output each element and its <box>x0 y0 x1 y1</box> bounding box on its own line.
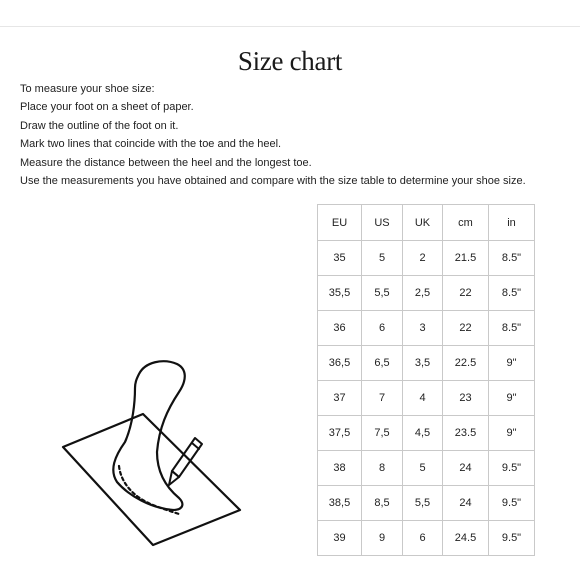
cell-us: 6,5 <box>362 346 403 381</box>
instructions <box>20 80 570 190</box>
cell-in: 8.5" <box>489 311 535 346</box>
cell-in: 9" <box>489 381 535 416</box>
cell-eu: 38,5 <box>318 486 362 521</box>
table-row <box>318 486 535 521</box>
instruction-line: Place your foot on a sheet of paper. <box>20 101 194 114</box>
table-row <box>318 311 535 346</box>
cell-us: 8 <box>362 451 403 486</box>
cell-us: 5 <box>362 241 403 276</box>
cell-us: 7 <box>362 381 403 416</box>
cell-in: 9" <box>489 346 535 381</box>
table-row <box>318 241 535 276</box>
cell-eu: 36,5 <box>318 346 362 381</box>
cell-in: 8.5" <box>489 276 535 311</box>
cell-eu: 36 <box>318 311 362 346</box>
cell-us: 6 <box>362 311 403 346</box>
header-us: US <box>362 205 403 241</box>
cell-uk: 5,5 <box>403 486 443 521</box>
cell-uk: 2 <box>403 241 443 276</box>
cell-us: 9 <box>362 521 403 556</box>
cell-us: 5,5 <box>362 276 403 311</box>
cell-uk: 4,5 <box>403 416 443 451</box>
cell-eu: 37,5 <box>318 416 362 451</box>
cell-eu: 35,5 <box>318 276 362 311</box>
cell-in: 9.5" <box>489 521 535 556</box>
table-row <box>318 346 535 381</box>
table-row <box>318 276 535 311</box>
instruction-line: Draw the outline of the foot on it. <box>20 119 179 132</box>
cell-uk: 4 <box>403 381 443 416</box>
leg-outline <box>113 361 184 510</box>
instruction-line: To measure your shoe size: <box>20 83 155 95</box>
cell-cm: 23.5 <box>443 416 489 451</box>
header-eu: EU <box>318 205 362 241</box>
cell-cm: 22.5 <box>443 346 489 381</box>
cell-cm: 22 <box>443 276 489 311</box>
header-cm: cm <box>443 205 489 241</box>
cell-in: 9.5" <box>489 486 535 521</box>
table-row <box>318 416 535 451</box>
cell-eu: 37 <box>318 381 362 416</box>
table-row <box>318 521 535 556</box>
cell-in: 9" <box>489 416 535 451</box>
cell-in: 9.5" <box>489 451 535 486</box>
table-header-row <box>318 205 535 241</box>
foot-measure-icon <box>55 352 255 552</box>
cell-uk: 3,5 <box>403 346 443 381</box>
instruction-line: Measure the distance between the heel and the longest toe. <box>20 156 312 169</box>
top-divider <box>0 26 580 27</box>
cell-uk: 2,5 <box>403 276 443 311</box>
page-title: Size chart <box>237 46 343 77</box>
cell-eu: 39 <box>318 521 362 556</box>
header-uk: UK <box>403 205 443 241</box>
cell-uk: 5 <box>403 451 443 486</box>
cell-eu: 38 <box>318 451 362 486</box>
cell-uk: 3 <box>403 311 443 346</box>
cell-eu: 35 <box>318 241 362 276</box>
cell-cm: 22 <box>443 311 489 346</box>
size-table <box>317 204 535 556</box>
cell-cm: 24.5 <box>443 521 489 556</box>
cell-us: 7,5 <box>362 416 403 451</box>
cell-cm: 24 <box>443 451 489 486</box>
header-in: in <box>489 205 535 241</box>
table-row <box>318 381 535 416</box>
paper-sheet <box>63 414 240 545</box>
instruction-line: Mark two lines that coincide with the toe and the heel. <box>20 138 282 151</box>
cell-uk: 6 <box>403 521 443 556</box>
cell-us: 8,5 <box>362 486 403 521</box>
cell-in: 8.5" <box>489 241 535 276</box>
cell-cm: 21.5 <box>443 241 489 276</box>
instruction-line: Use the measurements you have obtained and compare with the size table to determine your shoe size. <box>20 175 526 188</box>
cell-cm: 23 <box>443 381 489 416</box>
cell-cm: 24 <box>443 486 489 521</box>
table-row <box>318 451 535 486</box>
